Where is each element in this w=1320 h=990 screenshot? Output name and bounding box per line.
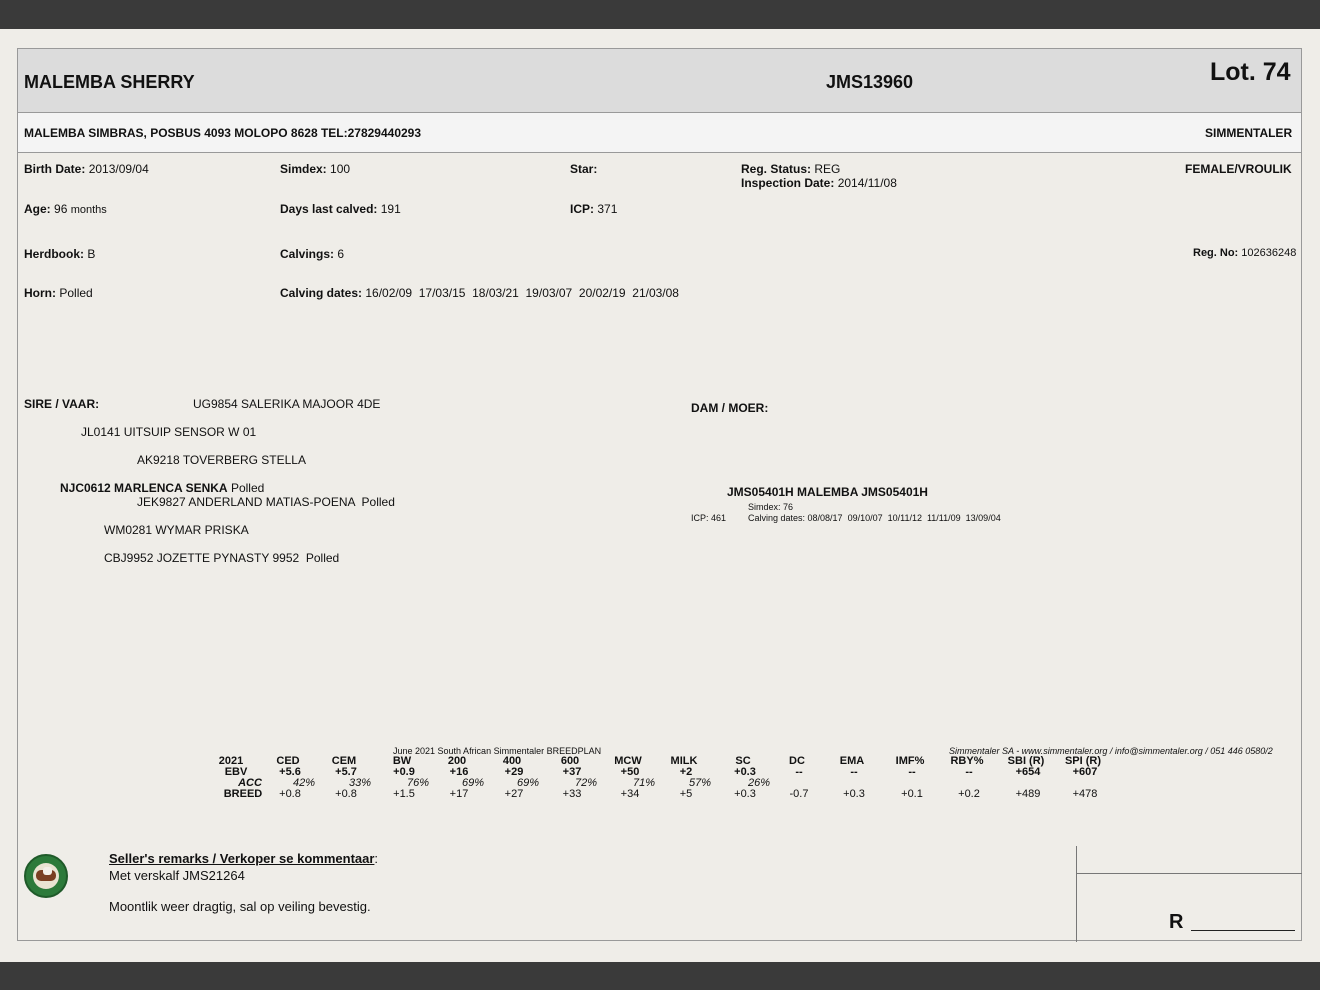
calving-dates-value: 16/02/09 17/03/15 18/03/21 19/03/07 20/02/19 21/03/08	[365, 286, 679, 300]
sire-dam-sire: JEK9827 ANDERLAND MATIAS-POENA Polled	[137, 495, 395, 509]
breed-value-cell: +1.5	[393, 788, 415, 800]
sire-sire-dam: AK9218 TOVERBERG STELLA	[137, 453, 306, 467]
age	[24, 202, 107, 216]
days-last-calved	[280, 202, 401, 216]
breed-value-cell: -0.7	[789, 788, 809, 800]
ebv-value-cell: --	[965, 766, 973, 778]
ebv-header-cell: SPI (R)	[1064, 755, 1102, 767]
ebv-header-cell: 400	[502, 755, 522, 767]
star-label: Star:	[570, 162, 598, 176]
age-label: Age:	[24, 202, 51, 216]
inspection-date-value: 2014/11/08	[837, 176, 897, 190]
ebv-year: 2021	[218, 755, 244, 767]
dam-simdex: Simdex: 76	[748, 502, 794, 512]
remarks-colon: :	[374, 851, 379, 866]
ebv-header-cell: SC	[735, 755, 751, 767]
ebv-header-cell: CEM	[331, 755, 357, 767]
breed-value-cell: +33	[562, 788, 582, 800]
ebv-header-cell: CED	[276, 755, 300, 767]
age-unit: months	[70, 204, 107, 216]
ebv-header-row	[0, 756, 1320, 767]
breed-value-cell: +0.3	[734, 788, 756, 800]
birth-date-value: 2013/09/04	[88, 162, 149, 176]
acc-value-cell: 33%	[348, 777, 372, 789]
breed-value-cell: +478	[1072, 788, 1098, 800]
ebv-label: EBV	[224, 766, 248, 778]
sire-dam-horn: Polled	[230, 481, 265, 495]
herdbook-label: Herdbook:	[24, 247, 84, 261]
header-band	[17, 48, 1302, 113]
acc-row	[0, 778, 1320, 789]
birth-date-label: Birth Date:	[24, 162, 86, 176]
simdex	[280, 162, 350, 176]
reg-no	[1193, 247, 1296, 259]
sex: FEMALE/VROULIK	[1185, 162, 1292, 176]
reg-status	[741, 162, 840, 176]
breed-value-cell: +27	[504, 788, 524, 800]
dam-label: DAM / MOER:	[691, 401, 769, 415]
acc-label: ACC	[238, 777, 262, 789]
acc-value-cell: 69%	[516, 777, 540, 789]
remarks-line-2: Moontlik weer dragtig, sal op veiling bevestig.	[109, 899, 371, 914]
reg-status-label: Reg. Status:	[741, 162, 812, 176]
dam-calving-dates: Calving dates: 08/08/17 09/10/07 10/11/12 11/11/09 13/09/04	[748, 513, 1001, 523]
remarks-heading	[109, 851, 378, 866]
price-field[interactable]	[1191, 930, 1295, 931]
sire-name: UG9854 SALERIKA MAJOOR 4DE	[193, 397, 381, 411]
ebv-header-cell: EMA	[839, 755, 865, 767]
horn-label: Horn:	[24, 286, 56, 300]
lot-number: Lot. 74	[1210, 58, 1291, 86]
remarks-line-1: Met verskalf JMS21264	[109, 868, 245, 883]
breed-value-cell: +0.8	[279, 788, 301, 800]
herdbook-value: B	[87, 247, 96, 261]
reg-no-value: 102636248	[1241, 247, 1297, 259]
ebv-value-cell: --	[795, 766, 803, 778]
remarks-box-divider	[1076, 846, 1077, 942]
ebv-header-cell: DC	[789, 755, 805, 767]
ebv-header-cell: MCW	[614, 755, 642, 767]
calving-dates-label: Calving dates:	[280, 286, 363, 300]
birth-date	[24, 162, 149, 176]
sire-dam-name: NJC0612 MARLENCA SENKA	[60, 481, 228, 495]
ebv-header-cell: IMF%	[895, 755, 925, 767]
acc-value-cell: 72%	[574, 777, 598, 789]
breed-value-cell: +0.1	[901, 788, 923, 800]
ebv-header-cell: MILK	[670, 755, 698, 767]
horn-value: Polled	[59, 286, 93, 300]
dam-icp: ICP: 461	[691, 513, 727, 523]
ebv-value-cell: --	[850, 766, 858, 778]
ebv-value-cell: +654	[1015, 766, 1041, 778]
calving-dates	[280, 286, 679, 300]
breed-value-cell: +17	[449, 788, 469, 800]
ebv-value-row	[0, 767, 1320, 778]
dam-name: JMS05401H MALEMBA JMS05401H	[727, 485, 928, 499]
acc-value-cell: 26%	[747, 777, 771, 789]
breed-name: SIMMENTALER	[1205, 126, 1293, 140]
breed-value-cell: +0.2	[958, 788, 980, 800]
inspection-date	[741, 176, 897, 190]
ebv-value-cell: +50	[620, 766, 640, 778]
acc-value-cell: 57%	[688, 777, 712, 789]
acc-value-cell: 71%	[632, 777, 656, 789]
acc-value-cell: 76%	[406, 777, 430, 789]
breed-value-cell: +0.8	[335, 788, 357, 800]
reg-no-label: Reg. No:	[1193, 247, 1239, 259]
breed-value-cell: +0.3	[843, 788, 865, 800]
breed-value-cell: +5	[679, 788, 693, 800]
ebv-value-cell: +0.9	[393, 766, 415, 778]
calvings-label: Calvings:	[280, 247, 335, 261]
icp-value: 371	[597, 202, 618, 216]
age-value: 96	[54, 202, 68, 216]
calvings-value: 6	[337, 247, 345, 261]
ebv-value-cell: +2	[679, 766, 693, 778]
ebv-header-cell: 600	[560, 755, 580, 767]
remarks-box-rule	[1076, 873, 1302, 874]
breed-value-cell: +34	[620, 788, 640, 800]
remarks-title: Seller's remarks / Verkoper se kommentaar	[109, 851, 375, 866]
animal-reg-id: JMS13960	[826, 72, 914, 92]
icp-label: ICP:	[570, 202, 594, 216]
simdex-label: Simdex:	[280, 162, 327, 176]
simdex-value: 100	[330, 162, 351, 176]
ebv-header-cell: BW	[392, 755, 412, 767]
ebv-value-cell: --	[908, 766, 916, 778]
acc-value-cell: 69%	[461, 777, 485, 789]
horn	[24, 286, 93, 300]
ebv-header-cell: SBI (R)	[1007, 755, 1045, 767]
inspection-date-label: Inspection Date:	[741, 176, 835, 190]
herdbook	[24, 247, 95, 261]
sire-dam	[60, 481, 264, 495]
sire-dam-dam: CBJ9952 JOZETTE PYNASTY 9952 Polled	[104, 551, 340, 565]
simmentaler-logo	[24, 854, 68, 898]
breedplan-contact: Simmentaler SA - www.simmentaler.org / info@simmentaler.org / 051 446 0580/2	[949, 746, 1273, 756]
ebv-value-cell: +37	[562, 766, 582, 778]
calvings	[280, 247, 344, 261]
ebv-header-cell: RBY%	[950, 755, 984, 767]
price-label: R	[1169, 911, 1184, 933]
days-last-calved-label: Days last calved:	[280, 202, 378, 216]
ebv-value-cell: +29	[504, 766, 524, 778]
ebv-value-cell: +16	[449, 766, 469, 778]
breedplan-title: June 2021 South African Simmentaler BREEDPLAN	[393, 746, 602, 756]
seller-info: MALEMBA SIMBRAS, POSBUS 4093 MOLOPO 8628 TEL:27829440293	[24, 126, 422, 140]
ebv-header-cell: 200	[447, 755, 467, 767]
acc-value-cell: 42%	[292, 777, 316, 789]
sire-sire: JL0141 UITSUIP SENSOR W 01	[81, 425, 257, 439]
ebv-value-cell: +5.7	[335, 766, 357, 778]
days-last-calved-value: 191	[380, 202, 401, 216]
breed-avg-row	[0, 789, 1320, 800]
sire-label: SIRE / VAAR:	[24, 397, 100, 411]
ebv-value-cell: +0.3	[734, 766, 756, 778]
breed-label: BREED	[223, 788, 263, 800]
icp	[570, 202, 617, 216]
reg-status-value: REG	[814, 162, 841, 176]
ebv-value-cell: +5.6	[279, 766, 301, 778]
sire-dam-dam-sire: WM0281 WYMAR PRISKA	[104, 523, 249, 537]
ebv-value-cell: +607	[1072, 766, 1098, 778]
breed-value-cell: +489	[1015, 788, 1041, 800]
animal-name: MALEMBA SHERRY	[24, 72, 195, 92]
